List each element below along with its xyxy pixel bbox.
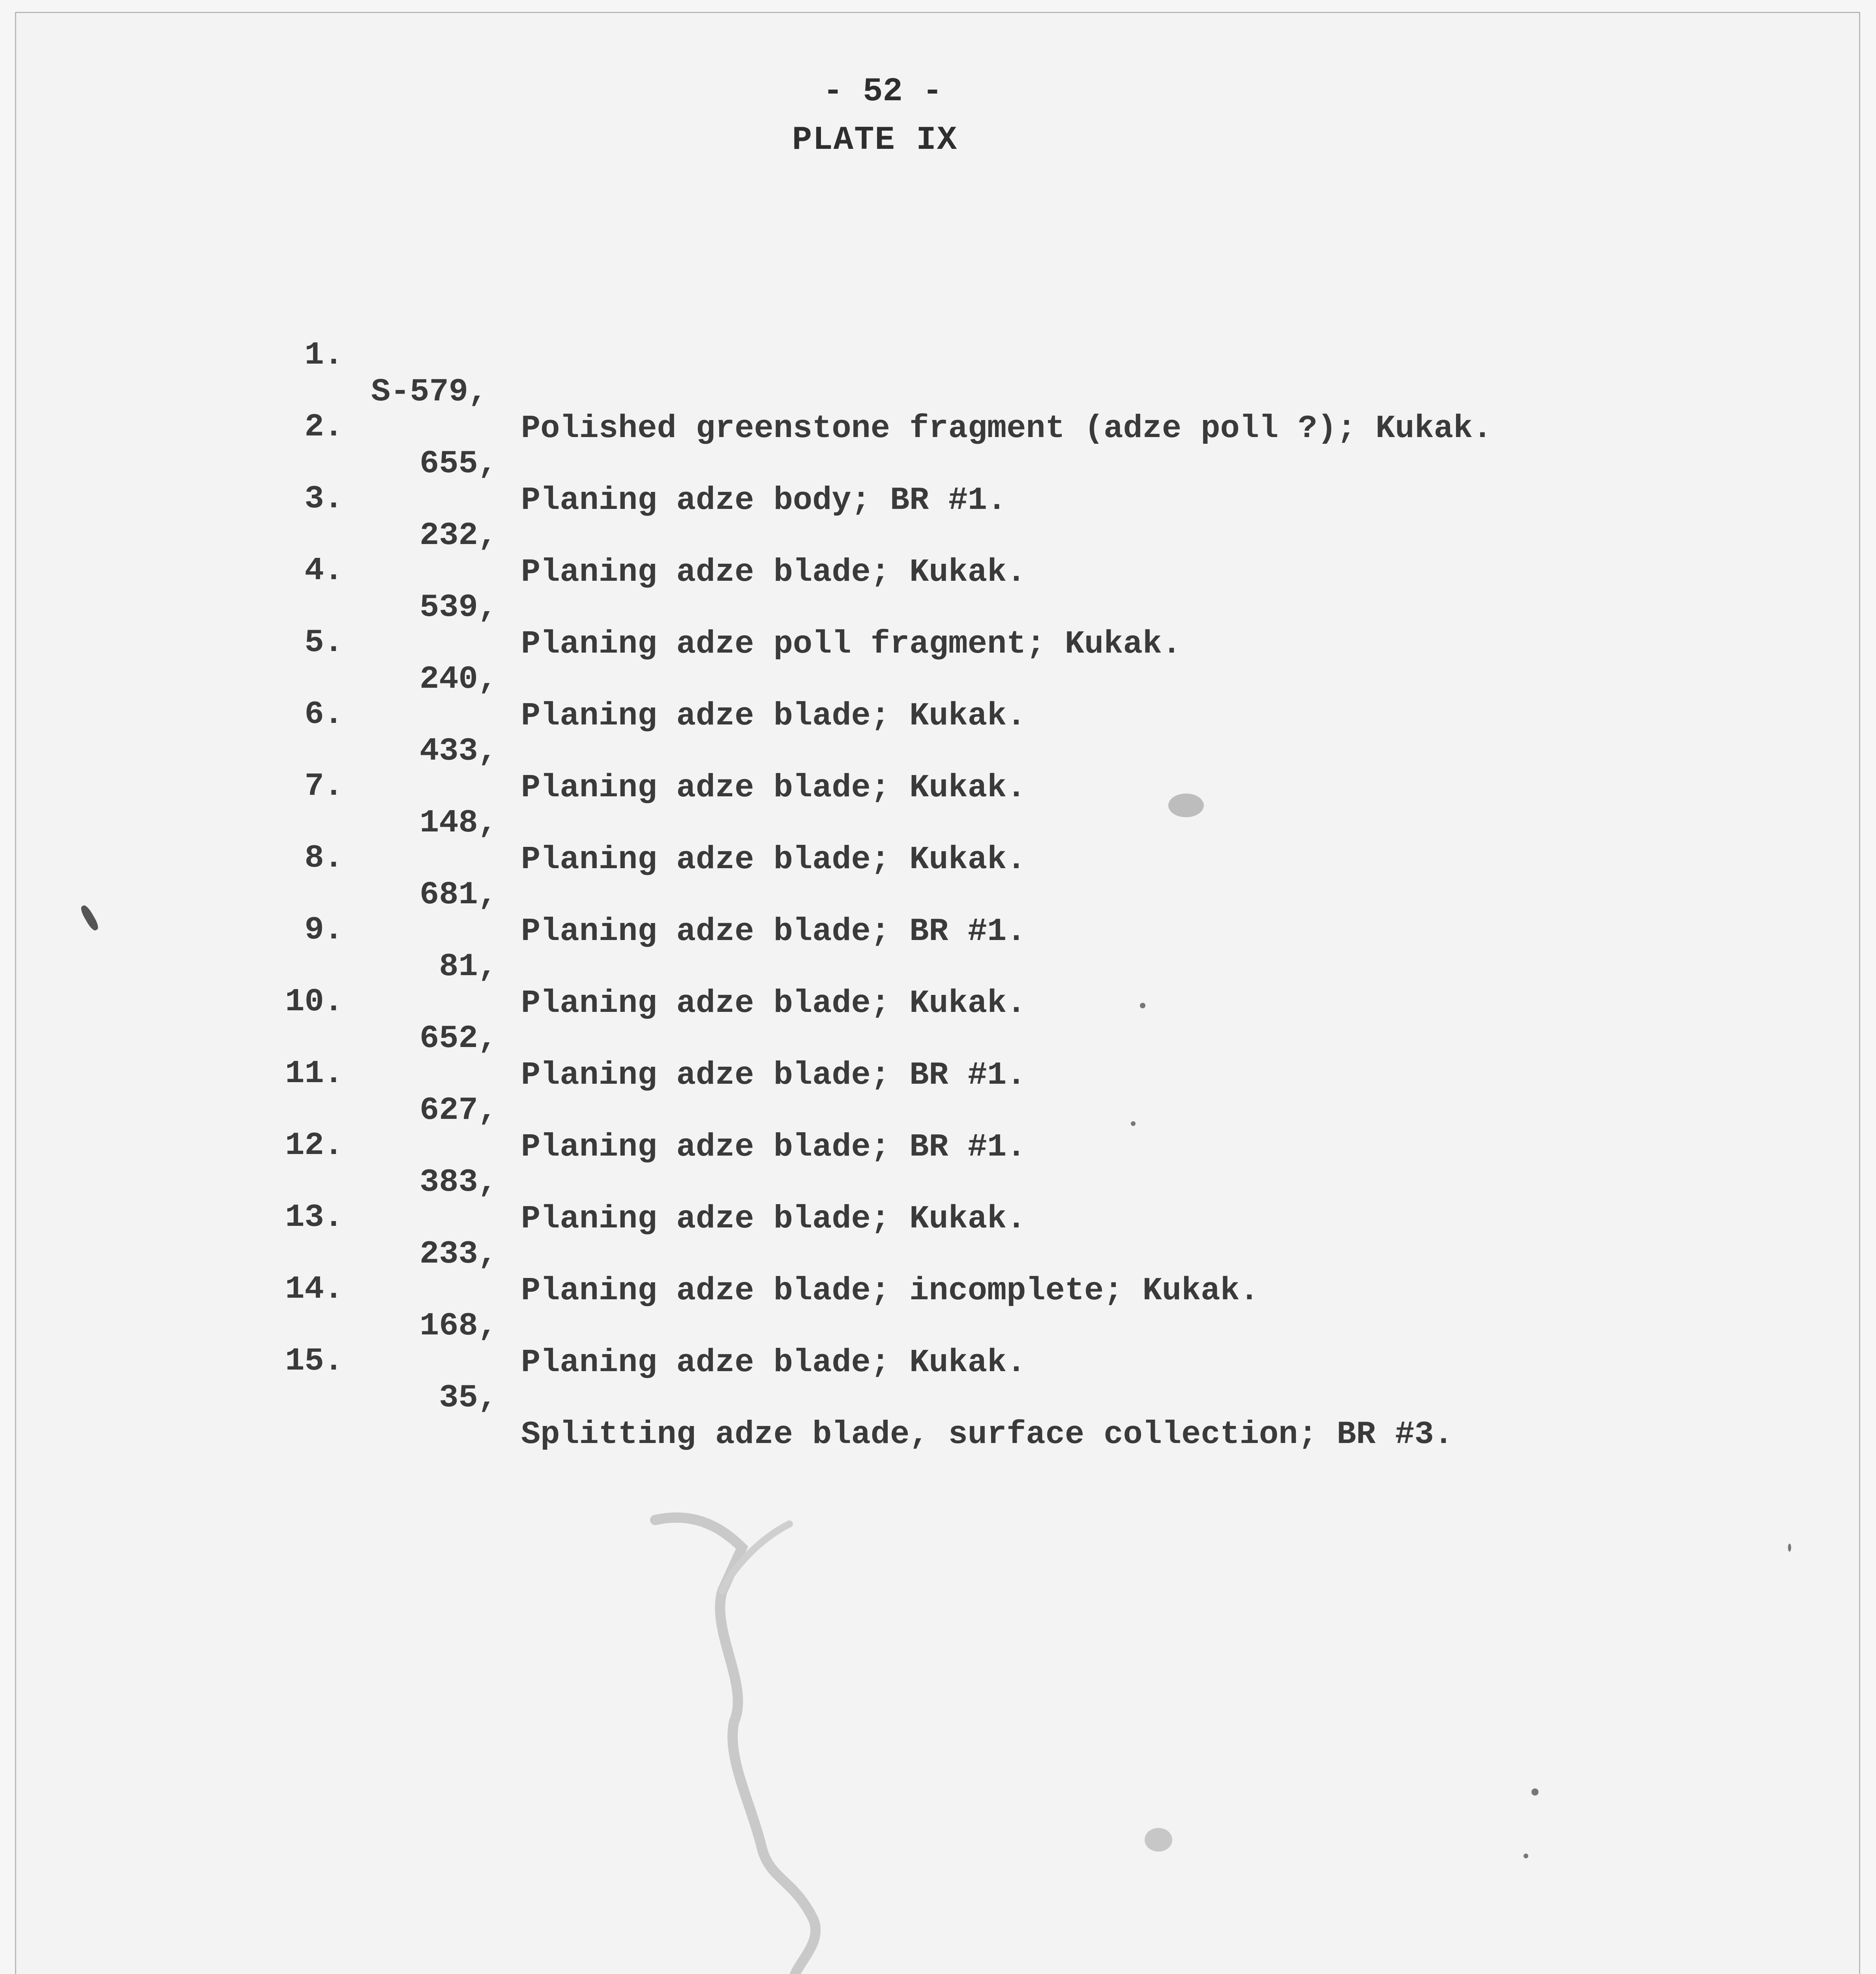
item-description: Planing adze blade; BR #1. xyxy=(521,1129,1026,1165)
item-catalog: S-579, xyxy=(371,373,488,410)
item-catalog: 240, xyxy=(420,661,497,698)
item-catalog: 232, xyxy=(420,517,497,554)
item-description: Planing adze blade; Kukak. xyxy=(521,698,1026,734)
page-number: - 52 - xyxy=(823,73,943,111)
item-description: Splitting adze blade, surface collection; BR #3. xyxy=(521,1416,1453,1453)
item-description: Planing adze poll fragment; Kukak. xyxy=(521,626,1182,662)
paper-speck xyxy=(1145,1828,1172,1852)
item-number: 11. xyxy=(285,1055,343,1092)
item-catalog: 539, xyxy=(420,589,497,626)
item-catalog: 433, xyxy=(420,733,497,769)
paper-speck xyxy=(1531,1788,1539,1796)
item-catalog: 681, xyxy=(420,876,497,913)
item-number: 8. xyxy=(304,840,343,876)
list-item xyxy=(0,300,1492,447)
paper-speck xyxy=(1788,1544,1791,1552)
item-description: Planing adze blade; Kukak. xyxy=(521,841,1026,878)
item-number: 13. xyxy=(285,1199,343,1236)
item-number: 1. xyxy=(304,337,343,373)
paper-stain-mark xyxy=(632,1500,1145,1974)
item-number: 10. xyxy=(285,983,343,1020)
item-number: 7. xyxy=(304,768,343,805)
item-description: Planing adze blade; Kukak. xyxy=(521,1344,1026,1381)
paper-speck xyxy=(1168,794,1204,817)
item-catalog: 148, xyxy=(420,805,497,841)
item-description: Planing adze blade; Kukak. xyxy=(521,1201,1026,1237)
item-catalog: 233, xyxy=(420,1236,497,1272)
item-description: Planing adze blade; Kukak. xyxy=(521,554,1026,591)
item-catalog: 383, xyxy=(420,1164,497,1201)
item-number: 3. xyxy=(304,480,343,517)
item-description: Planing adze blade; BR #1. xyxy=(521,1057,1026,1094)
item-description: Planing adze blade; Kukak. xyxy=(521,985,1026,1022)
item-number: 2. xyxy=(304,409,343,445)
item-number: 15. xyxy=(285,1343,343,1379)
item-description: Planing adze body; BR #1. xyxy=(521,482,1007,519)
paper-speck xyxy=(1140,1003,1145,1008)
item-description: Planing adze blade; BR #1. xyxy=(521,913,1026,950)
plate-title: PLATE IX xyxy=(792,122,958,159)
item-number: 14. xyxy=(285,1271,343,1308)
item-catalog: 627, xyxy=(420,1092,497,1129)
item-number: 5. xyxy=(304,624,343,661)
item-catalog: 655, xyxy=(420,445,497,482)
item-number: 9. xyxy=(304,912,343,948)
item-catalog: 35, xyxy=(439,1379,497,1416)
item-catalog: 168, xyxy=(420,1308,497,1344)
item-description: Polished greenstone fragment (adze poll ?); Kukak. xyxy=(521,410,1492,447)
item-catalog: 652, xyxy=(420,1020,497,1057)
item-catalog: 81, xyxy=(439,948,497,985)
item-number: 4. xyxy=(304,552,343,589)
item-number: 6. xyxy=(304,696,343,733)
paper-speck xyxy=(1524,1854,1528,1858)
item-description: Planing adze blade; Kukak. xyxy=(521,769,1026,806)
paper-speck xyxy=(1131,1121,1136,1126)
item-description: Planing adze blade; incomplete; Kukak. xyxy=(521,1272,1259,1309)
item-number: 12. xyxy=(285,1127,343,1164)
